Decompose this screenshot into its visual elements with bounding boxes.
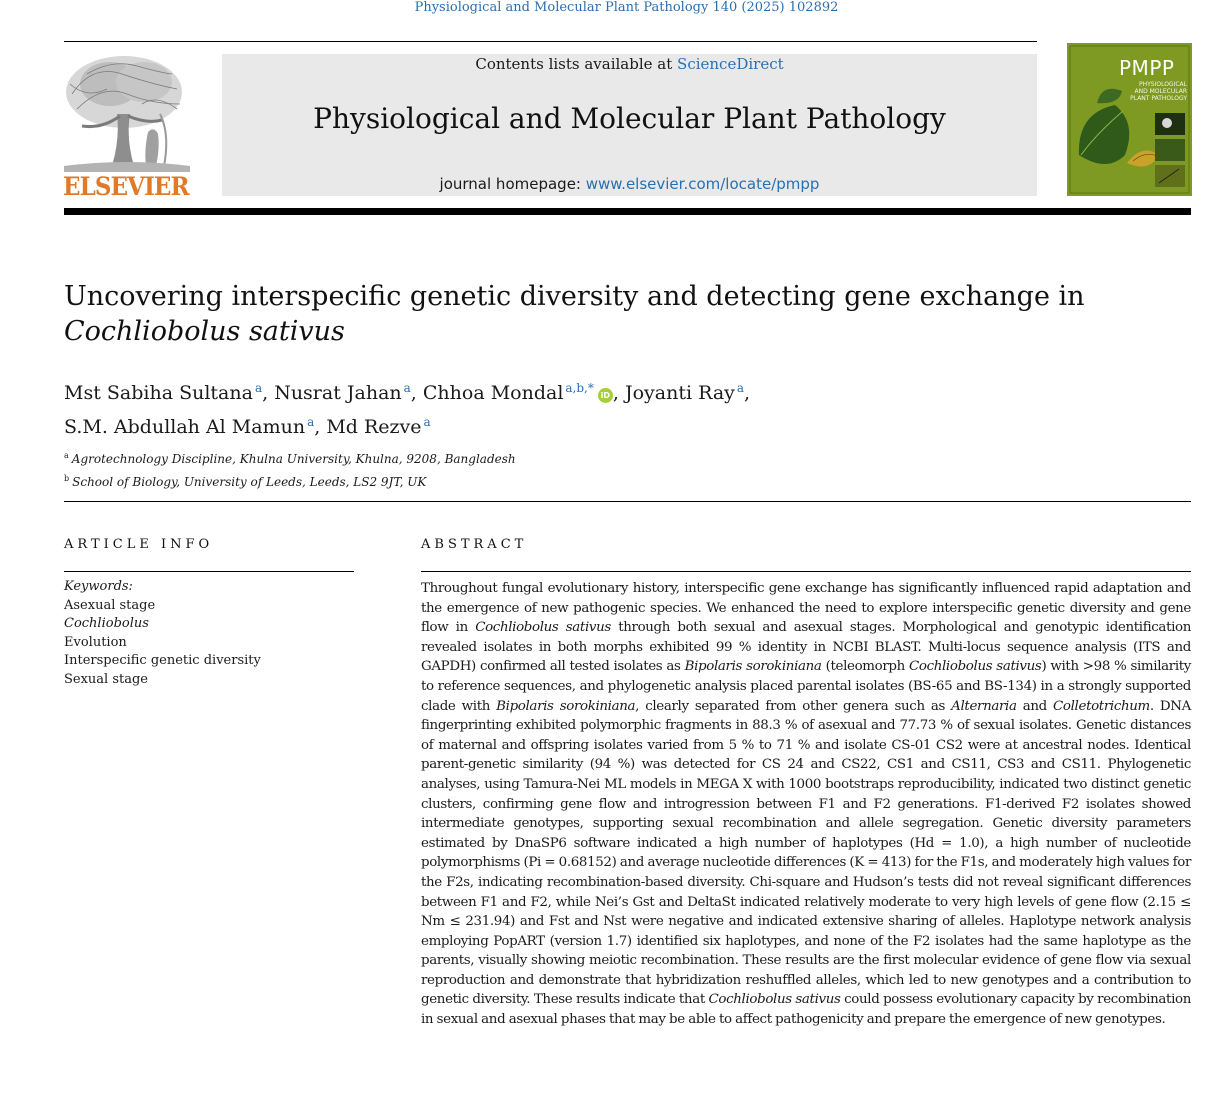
author-name[interactable]: S.M. Abdullah Al Mamun bbox=[64, 416, 306, 438]
orcid-icon[interactable]: iD bbox=[598, 388, 613, 403]
affiliation bbox=[64, 446, 964, 469]
keywords-list bbox=[64, 578, 354, 689]
keywords-label: Keywords: bbox=[64, 579, 133, 594]
affiliations bbox=[64, 446, 964, 492]
sciencedirect-link[interactable]: ScienceDirect bbox=[677, 55, 784, 73]
abstract-genus-name: Alternaria bbox=[951, 698, 1017, 714]
author-affiliation-sup[interactable]: a bbox=[307, 415, 315, 429]
abstract-genus-name: Colletotrichum bbox=[1053, 698, 1150, 714]
keyword[interactable]: Evolution bbox=[64, 634, 127, 650]
title-line-species: Cochliobolus sativus bbox=[64, 316, 345, 347]
abstract-species-name: Cochliobolus sativus bbox=[475, 620, 611, 636]
journal-title: Physiological and Molecular Plant Pathology bbox=[313, 102, 946, 135]
author-name[interactable]: Chhoa Mondal bbox=[422, 382, 564, 404]
keyword[interactable]: Cochliobolus bbox=[64, 616, 149, 631]
cover-subtitle-line: AND MOLECULAR bbox=[1134, 88, 1187, 95]
keyword[interactable]: Sexual stage bbox=[64, 671, 149, 687]
author-affiliation-sup[interactable]: a bbox=[254, 381, 263, 395]
contents-line bbox=[222, 55, 1037, 73]
cover-subtitle-line: PHYSIOLOGICAL bbox=[1138, 81, 1187, 88]
abstract-segment: (teleomorph bbox=[821, 659, 909, 675]
affiliation-marker: a bbox=[64, 451, 69, 460]
author-affiliation-sup[interactable]: a,b,* bbox=[565, 381, 594, 395]
author-line: S.M. Abdullah Al Mamun $^a$, Md Rezve $^a$ bbox=[64, 415, 431, 438]
article-info-heading: ARTICLE INFO bbox=[64, 537, 214, 552]
affiliation-text: Agrotechnology Discipline, Khulna University, Khulna, 9208, Bangladesh bbox=[71, 452, 516, 466]
affiliation bbox=[64, 469, 964, 492]
author-affiliation-sup[interactable]: a bbox=[403, 381, 411, 395]
abstract-species-name: Cochliobolus sativus bbox=[708, 992, 841, 1008]
cover-subtitle bbox=[1113, 81, 1187, 102]
abstract-segment: through both sexual and asexual stages. Morphological and genotypic identification revealed isolates in both morphs exhibited 99 % identity in NCBI BLAST. Multi-locus sequence analysis (ITS and GAPDH) confirmed all tested isolates as bbox=[421, 620, 1192, 675]
abstract-segment: , clearly separated from other genera such as bbox=[635, 698, 952, 714]
author-name[interactable]: Joyanti Ray bbox=[624, 382, 735, 404]
author-name[interactable]: Nusrat Jahan bbox=[274, 382, 402, 404]
abstract-body bbox=[421, 579, 1191, 1030]
abstract-species-name: Cochliobolus sativus bbox=[908, 659, 1042, 675]
section-divider bbox=[64, 501, 1191, 502]
running-head[interactable]: Physiological and Molecular Plant Pathology 140 (2025) 102892 bbox=[414, 0, 839, 15]
keyword[interactable]: Interspecific genetic diversity bbox=[64, 653, 261, 668]
abstract-segment: . DNA fingerprinting exhibited polymorphic fragments in 88.3 % of asexual and 77.73 % of sexual isolates. Genetic distances of maternal and offspring isolates varied from 5 % to 71 % and isolate CS-01 CS2 were at ancestral nodes. Identical parent-genetic similarity (94 %) was detected for CS 24 and CS22, CS1 and CS11, CS3 and CS11. Phylogenetic analyses, using Tamura-Nei ML models in MEGA X with 1000 bootstraps reproducibility, indicated two distinct genetic clusters, confirming gene flow and introgression between F1 and F2 generations. F1-derived F2 isolates showed intermediate genotypes, supporting sexual recombination and allele segregation. Genetic diversity parameters estimated by DnaSP6 software indicated a high number of haplotypes (Hd = 1.0), a high number of nucleotide polymorphisms (Pi = 0.68152) and average nucleotide differences (K = 413) for the F1s, and moderately high values for the F2s, indicating recombination-based diversity. Chi-square and Hudson’s tests did not reveal significant differences between F1 and F2, while Nei’s Gst and DeltaSt indicated relatively moderate to very high levels of gene flow (2.15 ≤ Nm ≤ 231.94) and Fst and Nst were negative and indicated extensive sharing of alleles. Haplotype network analysis employing PopART (version 1.7) identified six haplotypes, and none of the F2 isolates had the same haplotype as the parents, visually showing meiotic recombination. These results are the first molecular evidence of gene flow via sexual reproduction and demonstrate that hybridization reshuffled alleles, which led to new genotypes and a contribution to genetic diversity. These results indicate that bbox=[421, 698, 1191, 1008]
abstract-species-name: Bipolaris sorokiniana bbox=[684, 659, 822, 675]
abstract-segment: Throughout fungal evolutionary history, interspecific gene exchange has significantly influenced rapid adaptation and the emergence of new pathogenic species. We enhanced the need to explore interspecific genetic diversity and gene flow in bbox=[421, 581, 1191, 636]
publisher-wordmark: ELSEVIER bbox=[63, 172, 189, 201]
author-name[interactable]: Md Rezve bbox=[326, 416, 422, 438]
author-list bbox=[64, 374, 1164, 442]
abstract-species-name: Bipolaris sorokiniana bbox=[496, 698, 636, 714]
top-divider bbox=[64, 41, 1037, 42]
keyword[interactable]: Asexual stage bbox=[64, 597, 156, 613]
author-line: Mst Sabiha Sultana $^a$, Nusrat Jahan $^a$, Chhoa Mondal $^{a,b,*}$iD , Joyanti Ray $^a$, bbox=[64, 381, 751, 404]
homepage-line bbox=[222, 175, 1037, 193]
header-thick-divider bbox=[64, 208, 1191, 215]
cover-subtitle-line: PLANT PATHOLOGY bbox=[1130, 95, 1187, 102]
journal-cover-image[interactable] bbox=[1067, 43, 1192, 196]
author-affiliation-sup[interactable]: a bbox=[736, 381, 745, 395]
abstract-heading: ABSTRACT bbox=[421, 537, 528, 552]
title-line: Uncovering interspecific genetic diversity and detecting gene exchange in bbox=[64, 281, 1085, 312]
abstract-segment: could possess evolutionary capacity by recombination in sexual and asexual phases that may be able to affect pathogenicity and prepare the emergence of new genotypes. bbox=[421, 992, 1191, 1028]
article-title bbox=[64, 279, 1164, 349]
author-name[interactable]: Mst Sabiha Sultana bbox=[64, 382, 253, 404]
affiliation-text: School of Biology, University of Leeds, Leeds, LS2 9JT, UK bbox=[72, 475, 427, 489]
affiliation-marker: b bbox=[64, 474, 70, 483]
cover-acronym: PMPP bbox=[1119, 56, 1175, 80]
journal-homepage-link[interactable]: www.elsevier.com/locate/pmpp bbox=[585, 175, 820, 193]
homepage-prefix: journal homepage: bbox=[439, 175, 586, 193]
abstract-rule bbox=[421, 571, 1191, 572]
abstract-segment: ) with >98 % similarity to reference sequences, and phylogenetic analysis placed parental isolates (BS-65 and BS-134) in a strongly supported clade with bbox=[421, 659, 1192, 714]
article-info-rule bbox=[64, 571, 354, 572]
contents-prefix: Contents lists available at bbox=[475, 55, 678, 73]
author-affiliation-sup[interactable]: a bbox=[423, 415, 431, 429]
abstract-segment: and bbox=[1016, 698, 1054, 714]
